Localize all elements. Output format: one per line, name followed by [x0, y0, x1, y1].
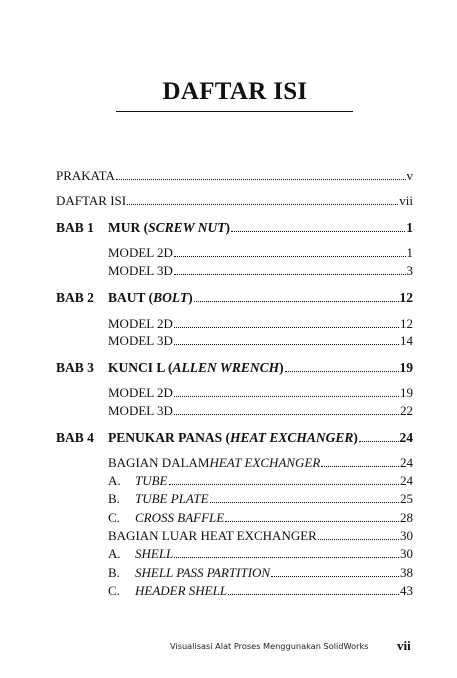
page-number: vii — [397, 638, 411, 653]
toc-chapter-3[interactable]: BAB 3 KUNCI L ( ALLEN WRENCH ) 19 — [56, 360, 413, 375]
toc-entry[interactable]: MODEL 2D 1 — [108, 245, 413, 260]
toc-subentry[interactable]: C. CROSS BAFFLE 28 — [108, 510, 413, 525]
running-footer: Visualisasi Alat Proses Menggunakan SolidWorks — [170, 641, 369, 651]
toc-entry[interactable]: MODEL 3D 14 — [108, 333, 413, 348]
toc-entry-page: 12 — [399, 290, 413, 305]
toc-subentry[interactable]: C. HEADER SHELL 43 — [108, 583, 413, 598]
chapter-number: BAB 3 — [56, 360, 94, 375]
toc-entry[interactable]: MODEL 2D 19 — [108, 385, 413, 400]
toc-chapter-2[interactable]: BAB 2 BAUT ( BOLT ) 12 — [56, 290, 413, 305]
toc-chapter-4[interactable]: BAB 4 PENUKAR PANAS ( HEAT EXCHANGER ) 24 — [56, 430, 413, 445]
toc-entry[interactable]: MODEL 3D 3 — [108, 263, 413, 278]
chapter-title-italic: ALLEN WRENCH — [172, 360, 280, 375]
toc-entry-page: vii — [399, 193, 413, 208]
chapter-title-italic: HEAT EXCHANGER — [230, 430, 354, 445]
chapter-number: BAB 2 — [56, 290, 94, 305]
toc-entry-page: 19 — [399, 360, 413, 375]
toc-entry[interactable]: MODEL 3D 22 — [108, 403, 413, 418]
chapter-title-italic: BOLT — [153, 290, 189, 305]
chapter-title-italic: SCREW NUT — [148, 220, 226, 235]
toc-entry-label: PRAKATA — [56, 168, 115, 183]
toc-subentry[interactable]: B. TUBE PLATE 25 — [108, 491, 413, 506]
toc-entry-page: v — [406, 168, 413, 183]
toc-entry-label: DAFTAR ISI — [56, 193, 127, 208]
toc-entry-page: 24 — [399, 430, 413, 445]
chapter-number: BAB 4 — [56, 430, 94, 445]
chapter-number: BAB 1 — [56, 220, 94, 235]
toc-subentry[interactable]: B. SHELL PASS PARTITION 38 — [108, 565, 413, 580]
toc-entry-page: 1 — [406, 220, 413, 235]
toc-entry[interactable]: MODEL 2D 12 — [108, 316, 413, 331]
page-title: DAFTAR ISI — [162, 78, 308, 105]
toc-subentry[interactable]: A. SHELL 30 — [108, 546, 413, 561]
toc-entry-daftar-isi[interactable] — [56, 193, 413, 209]
toc-chapter-1[interactable]: BAB 1 MUR ( SCREW NUT ) 1 — [56, 220, 413, 235]
toc-subentry[interactable]: A. TUBE 24 — [108, 473, 413, 488]
toc-entry-prakata[interactable] — [56, 168, 413, 184]
toc-section-bagian-dalam[interactable]: BAGIAN DALAM HEAT EXCHANGER 24 — [108, 455, 413, 470]
toc-section-bagian-luar[interactable]: BAGIAN LUAR HEAT EXCHANGER 30 — [108, 528, 413, 543]
